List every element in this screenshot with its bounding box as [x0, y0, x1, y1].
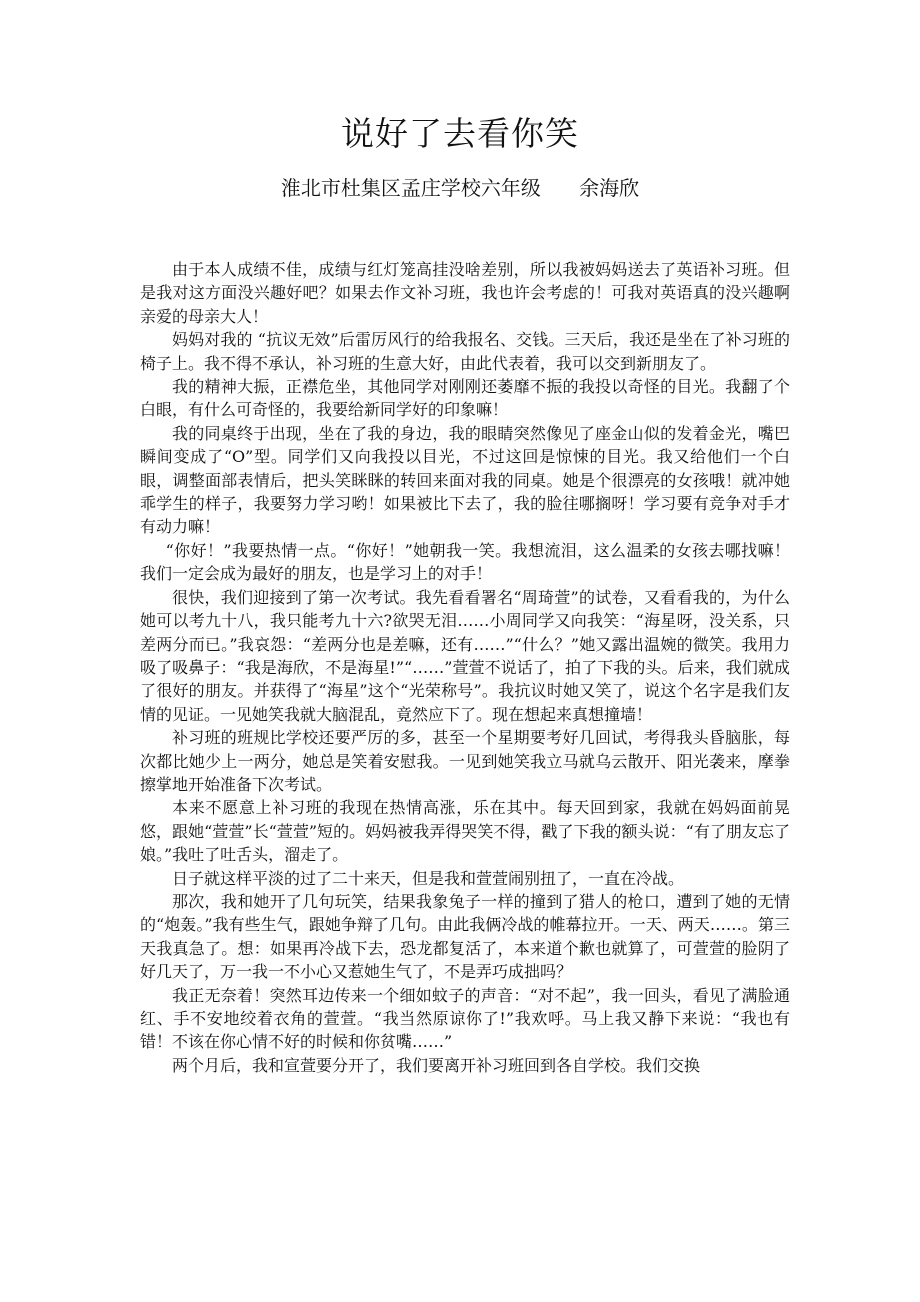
paragraph-1: 由于本人成绩不佳，成绩与红灯笼高挂没啥差别，所以我被妈妈送去了英语补习班。但是我对这方面没兴趣好吧？如果去作文补习班，我也许会考虑的！可我对英语真的没兴趣啊亲爱的母亲大人！	[140, 260, 790, 326]
paragraph-11: 我正无奈着！突然耳边传来一个细如蚊子的声音：“对不起”，我一回头，看见了满脸通红、手不安地绞着衣角的萱萱。“我当然原谅你了!”我欢呼。马上我又静下来说：“我也有错！不该在你心情不好的时候和你贫嘴……”	[140, 985, 790, 1052]
paragraph-3: 我的精神大振，正襟危坐，其他同学对刚刚还萎靡不振的我投以奇怪的目光。我翻了个白眼，有什么可奇怪的，我要给新同学好的印象嘛！	[140, 377, 790, 420]
document-title: 说好了去看你笑	[341, 114, 579, 153]
paragraph-9: 日子就这样平淡的过了二十来天，但是我和萱萱闹别扭了，一直在冷战。	[172, 868, 685, 888]
document-body	[140, 258, 790, 1077]
author-byline: 淮北市杜集区孟庄学校六年级 余海欣	[280, 176, 640, 200]
paragraph-8: 本来不愿意上补习班的我现在热情高涨，乐在其中。每天回到家，我就在妈妈面前晃悠，跟她“萱萱”长“萱萱”短的。妈妈被我弄得哭笑不得，戳了下我的额头说：“有了朋友忘了娘。”我吐了吐舌头，溜走了。	[140, 798, 790, 865]
paragraph-5: “你好！”我要热情一点。“你好！”她朝我一笑。我想流泪，这么温柔的女孩去哪找嘛！我们一定会成为最好的朋友，也是学习上的对手！	[140, 540, 790, 584]
paragraph-7: 补习班的班规比学校还要严厉的多，甚至一个星期要考好几回试，考得我头昏脑胀，每次都比她少上一两分，她总是笑着安慰我。一见到她笑我立马就乌云散开、阳光袭来，摩拳擦掌地开始准备下次考试。	[140, 728, 790, 794]
paragraph-4: 我的同桌终于出现，坐在了我的身边，我的眼睛突然像见了座金山似的发着金光，嘴巴瞬间变成了“O”型。同学们又向我投以目光，不过这回是惊悚的目光。我又给他们一个白眼，调整面部表情后，把头笑眯眯的转回来面对我的同桌。她是个很漂亮的女孩哦！就冲她乖学生的样子，我要努力学习哟！如果被比下去了，我的脸往哪搁呀！学习要有竞争对手才有动力嘛！	[140, 423, 790, 537]
paragraph-12: 两个月后，我和宣萱要分开了，我们要离开补习班回到各自学校。我们交换	[172, 1055, 701, 1075]
paragraph-2: 妈妈对我的 “抗议无效”后雷厉风行的给我报名、交钱。三天后，我还是坐在了补习班的椅子上。我不得不承认，补习班的生意大好，由此代表着，我可以交到新朋友了。	[140, 330, 790, 373]
paragraph-6: 很快，我们迎接到了第一次考试。我先看看署名“周琦萱”的试卷，又看看我的，为什么她可以考九十八，我只能考九十六?欲哭无泪……小周同学又向我笑：“海星呀，没关系，只差两分而已。”我哀怨：“差两分也是差嘛，还有……”“什么？”她又露出温婉的微笑。我用力吸了吸鼻子：“我是海欣，不是海星!”“……”萱萱不说话了，拍了下我的头。后来，我们就成了很好的朋友。并获得了“海星”这个“光荣称号”。我抗议时她又笑了，说这个名字是我们友情的见证。一见她笑我就大脑混乱，竟然应下了。现在想起来真想撞墙！	[140, 587, 790, 724]
paragraph-10: 那次，我和她开了几句玩笑，结果我象兔子一样的撞到了猎人的枪口，遭到了她的无情的“炮轰。”我有些生气，跟她争辩了几句。由此我俩冷战的帷幕拉开。一天、两天……。第三天我真急了。想：如果再冷战下去，恐龙都复活了，本来道个歉也就算了，可萱萱的脸阴了好几天了，万一我一不小心又惹她生气了，不是弄巧成拙吗？	[140, 891, 790, 982]
